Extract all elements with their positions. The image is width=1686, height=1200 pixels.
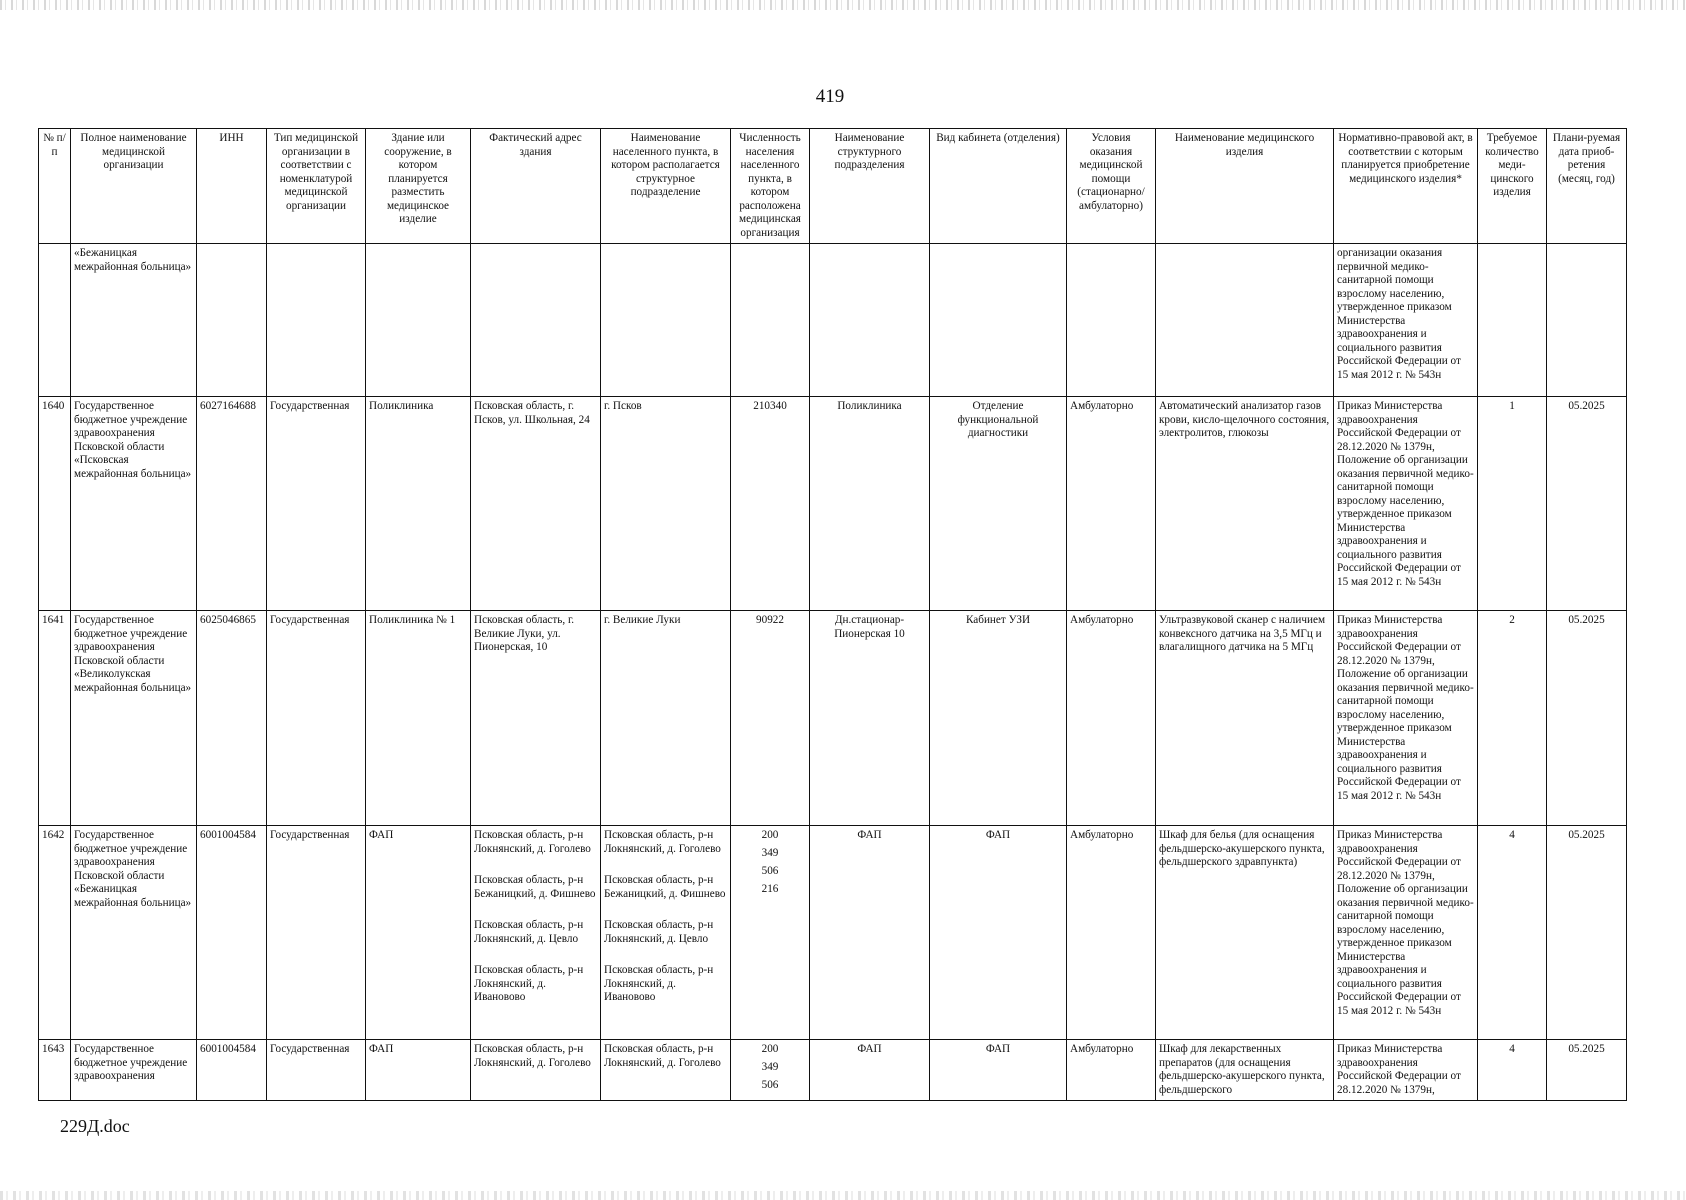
- cell-population: 210340: [731, 397, 810, 611]
- cell-date: 05.2025: [1547, 1040, 1627, 1101]
- cell-conditions: Амбулаторно: [1067, 1040, 1156, 1101]
- population-value: 200: [761, 1043, 779, 1055]
- col-header-inn: ИНН: [197, 129, 267, 244]
- address-line: Псковская область, р-н Локнянский, д. Ивановово: [474, 964, 584, 1003]
- cell-inn: 6001004584: [197, 826, 267, 1040]
- table-row: [39, 611, 1627, 826]
- cell-type: Государственная: [267, 1040, 366, 1101]
- cell-cabinet: ФАП: [930, 1040, 1067, 1101]
- cell-num: 1643: [39, 1040, 71, 1101]
- cell-type: Государственная: [267, 826, 366, 1040]
- cell-population: [731, 1040, 810, 1101]
- col-header-cabinet: Вид кабинета (отделения): [930, 129, 1067, 244]
- cell-population: [731, 826, 810, 1040]
- col-header-device: Наименование медицинского изделия: [1156, 129, 1334, 244]
- col-header-building: Здание или сооружение, в котором планируется разместить медицинское изделие: [366, 129, 471, 244]
- cell-date: 05.2025: [1547, 826, 1627, 1040]
- cell-cabinet: Отделение функциональной диагностики: [930, 397, 1067, 611]
- cell-building: Поликлиника: [366, 397, 471, 611]
- col-header-division: Наименование структурного подразделения: [810, 129, 930, 244]
- cell-date: 05.2025: [1547, 397, 1627, 611]
- cell-division: ФАП: [810, 826, 930, 1040]
- cell-conditions: Амбулаторно: [1067, 611, 1156, 826]
- table-row: [39, 244, 1627, 397]
- cell-building: ФАП: [366, 1040, 471, 1101]
- settlement-line: Псковская область, р-н Локнянский, д. Гоголево: [604, 829, 721, 855]
- cell-population: 90922: [731, 611, 810, 826]
- settlement-line: Псковская область, р-н Локнянский, д. Ивановово: [604, 964, 714, 1003]
- cell-num: 1642: [39, 826, 71, 1040]
- cell-conditions: Амбулаторно: [1067, 397, 1156, 611]
- cell-org: Государственное бюджетное учреждение здравоохранения Псковской области «Бежаницкая межрайонная больница»: [71, 826, 197, 1040]
- cell-device: Автоматический анализатор газов крови, кисло-щелочного состояния, электролитов, глюкозы: [1156, 397, 1334, 611]
- cell-qty: 4: [1478, 1040, 1547, 1101]
- settlement-line: Псковская область, р-н Локнянский, д. Цевло: [604, 919, 714, 945]
- cell-device: Шкаф для лекарственных препаратов (для оснащения фельдшерско-акушерского пункта, фельдшерского: [1156, 1040, 1334, 1101]
- cell-inn: 6025046865: [197, 611, 267, 826]
- population-value: 216: [761, 883, 779, 895]
- table-header-row: [39, 129, 1627, 244]
- cell-qty: 1: [1478, 397, 1547, 611]
- cell-settlement: г. Великие Луки: [601, 611, 731, 826]
- cell-act: Приказ Министерства здравоохранения Российской Федерации от 28.12.2020 № 1379н, Положение об организации оказания первичной медико-санитарной помощи взрослому населению, утвержденное приказом Министерства здравоохранения и социального развития Российской Федерации от 15 мая 2012 г. № 543н: [1334, 397, 1478, 611]
- table-row: [39, 826, 1627, 1040]
- col-header-population: Численность населения населенного пункта, в котором расположена медицинская организация: [731, 129, 810, 244]
- cell-settlement: [601, 826, 731, 1040]
- address-line: Псковская область, р-н Локнянский, д. Гоголево: [474, 829, 591, 855]
- page-number: 419: [815, 86, 845, 107]
- cell-division: ФАП: [810, 1040, 930, 1101]
- cell-act: организации оказания первичной медико-санитарной помощи взрослому населению, утвержденное приказом Министерства здравоохранения и социального развития Российской Федерации от 15 мая 2012 г. № 543н: [1334, 244, 1478, 397]
- col-header-conditions: Условия оказания медицинской помощи (стационарно/ амбулаторно): [1067, 129, 1156, 244]
- cell-device: Ультразвуковой сканер с наличием конвексного датчика на 3,5 МГц и влагалищного датчика на 5 МГц: [1156, 611, 1334, 826]
- col-header-org: Полное наименование медицинской организации: [71, 129, 197, 244]
- address-line: Псковская область, р-н Бежаницкий, д. Фишнево: [474, 874, 596, 900]
- col-header-act: Нормативно-правовой акт, в соответствии с которым планируется приобретение медицинского изделия*: [1334, 129, 1478, 244]
- cell-type: Государственная: [267, 397, 366, 611]
- cell-building: ФАП: [366, 826, 471, 1040]
- col-header-address: Фактический адрес здания: [471, 129, 601, 244]
- cell-address: Псковская область, г. Псков, ул. Школьная, 24: [471, 397, 601, 611]
- col-header-qty: Требуемое количество меди-цинского изделия: [1478, 129, 1547, 244]
- population-value: 349: [761, 1061, 779, 1073]
- cell-settlement: Псковская область, р-н Локнянский, д. Гоголево: [601, 1040, 731, 1101]
- cell-org: Государственное бюджетное учреждение здравоохранения Псковской области «Псковская межрайонная больница»: [71, 397, 197, 611]
- col-header-settlement: Наименование населенного пункта, в котором располагается структурное подразделение: [601, 129, 731, 244]
- scan-edge-bottom: [0, 1191, 1686, 1200]
- cell-type: Государственная: [267, 611, 366, 826]
- settlement-line: Псковская область, р-н Бежаницкий, д. Фишнево: [604, 874, 726, 900]
- cell-cabinet: Кабинет УЗИ: [930, 611, 1067, 826]
- cell-act: Приказ Министерства здравоохранения Российской Федерации от 28.12.2020 № 1379н, Положение об организации оказания первичной медико-санитарной помощи взрослому населению, утвержденное приказом Министерства здравоохранения и социального развития Российской Федерации от 15 мая 2012 г. № 543н: [1334, 826, 1478, 1040]
- address-line: Псковская область, р-н Локнянский, д. Цевло: [474, 919, 584, 945]
- cell-qty: 2: [1478, 611, 1547, 826]
- cell-address: [471, 826, 601, 1040]
- cell-device: Шкаф для белья (для оснащения фельдшерско-акушерского пункта, фельдшерского здравпункта): [1156, 826, 1334, 1040]
- cell-act: Приказ Министерства здравоохранения Российской Федерации от 28.12.2020 № 1379н,: [1334, 1040, 1478, 1101]
- cell-conditions: Амбулаторно: [1067, 826, 1156, 1040]
- cell-num: 1640: [39, 397, 71, 611]
- cell-inn: 6027164688: [197, 397, 267, 611]
- equipment-table: [38, 128, 1627, 1101]
- table-row: [39, 1040, 1627, 1101]
- cell-org: Государственное бюджетное учреждение здравоохранения: [71, 1040, 197, 1101]
- cell-address: Псковская область, г. Великие Луки, ул. Пионерская, 10: [471, 611, 601, 826]
- cell-division: Поликлиника: [810, 397, 930, 611]
- cell-building: Поликлиника № 1: [366, 611, 471, 826]
- population-value: 349: [761, 847, 779, 859]
- col-header-num: № п/п: [39, 129, 71, 244]
- cell-org: Государственное бюджетное учреждение здравоохранения Псковской области «Великолукская межрайонная больница»: [71, 611, 197, 826]
- cell-num: 1641: [39, 611, 71, 826]
- cell-division: Дн.стационар-Пионерская 10: [810, 611, 930, 826]
- population-value: 506: [761, 865, 779, 877]
- cell-address: Псковская область, р-н Локнянский, д. Гоголево: [471, 1040, 601, 1101]
- table-row: [39, 397, 1627, 611]
- footer-filename: 229Д.doc: [60, 1116, 130, 1136]
- col-header-date: Плани-руемая дата приоб-ретения (месяц, год): [1547, 129, 1627, 244]
- population-value: 506: [761, 1079, 779, 1091]
- cell-cabinet: ФАП: [930, 826, 1067, 1040]
- cell-act: Приказ Министерства здравоохранения Российской Федерации от 28.12.2020 № 1379н, Положение об организации оказания первичной медико-санитарной помощи взрослому населению, утвержденное приказом Министерства здравоохранения и социального развития Российской Федерации от 15 мая 2012 г. № 543н: [1334, 611, 1478, 826]
- cell-qty: 4: [1478, 826, 1547, 1040]
- cell-date: 05.2025: [1547, 611, 1627, 826]
- scan-edge-top: [0, 0, 1686, 10]
- cell-inn: 6001004584: [197, 1040, 267, 1101]
- population-value: 200: [761, 829, 779, 841]
- col-header-type: Тип медицинской организации в соответствии с номенклатурой медицинской организации: [267, 129, 366, 244]
- cell-org: «Бежаницкая межрайонная больница»: [71, 244, 197, 397]
- cell-settlement: г. Псков: [601, 397, 731, 611]
